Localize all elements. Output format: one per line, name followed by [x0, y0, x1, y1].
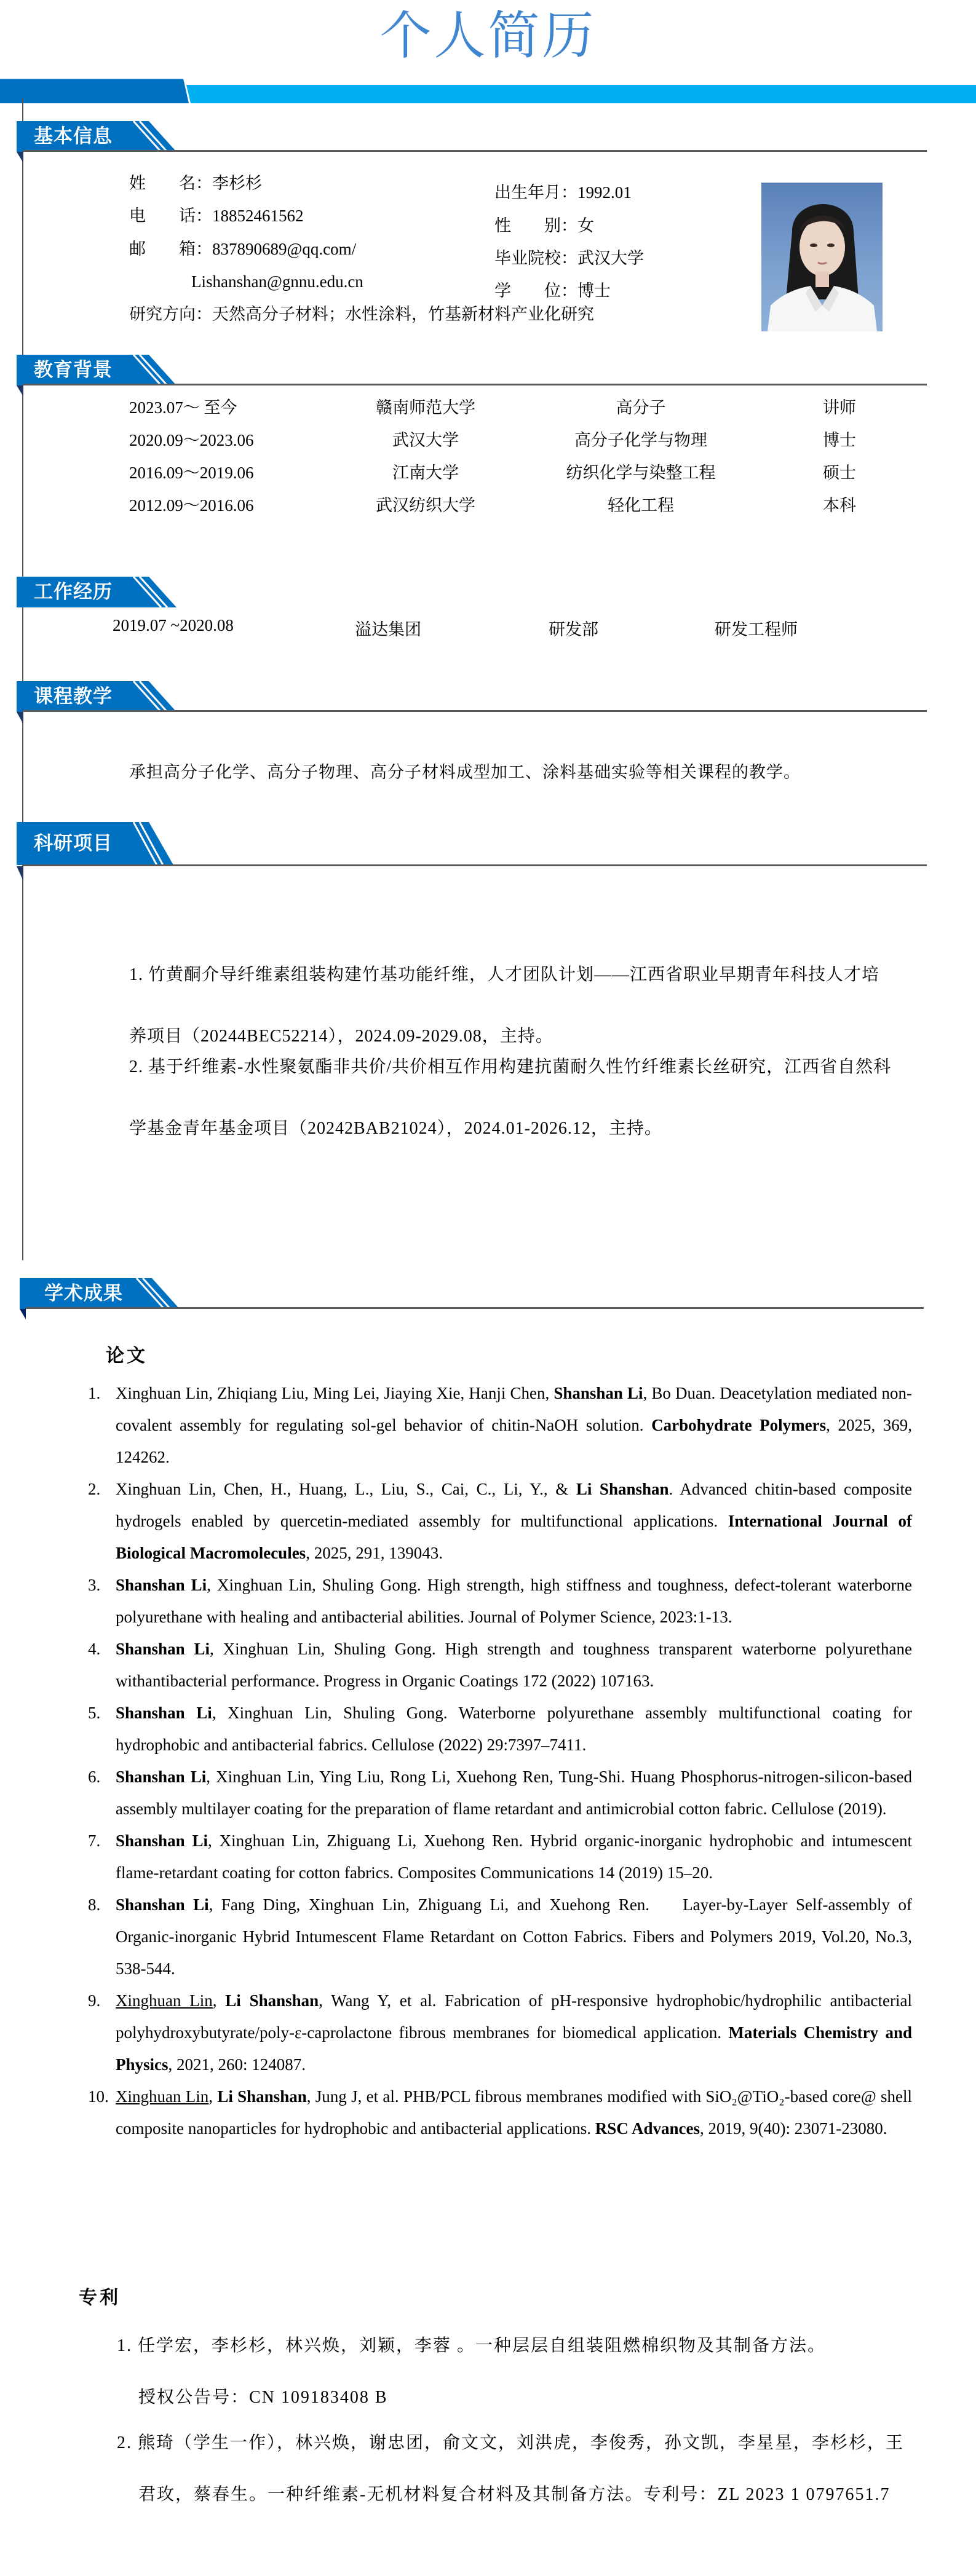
paper-number: 8.: [88, 1895, 101, 1914]
paper-text: , Fang Ding, Xinghuan Lin, Zhiguang Li, and Xuehong Ren. Layer-by-Layer Self-assembly of Organic-inorganic Hybrid Intumescent Flame Retardant on Cotton Fabrics. Fibers and Polymers 2019, Vol.20, No.3, 538-544.: [116, 1895, 912, 1978]
education-major: 轻化工程: [608, 496, 674, 515]
paper-item: [88, 1825, 912, 1889]
section-title: 基本信息: [34, 125, 113, 148]
education-title: 本科: [823, 496, 856, 515]
paper-number: 6.: [88, 1768, 101, 1786]
paper-journal: Materials Chemistry and Physics: [116, 2023, 912, 2074]
paper-author-highlight: Li Shanshan: [576, 1480, 669, 1498]
patent-line: 2. 熊琦（学生一作），林兴焕，谢忠团，俞文文，刘洪虎，李俊秀，孙文凯，李星星，李杉杉，王君玫，蔡春生。一种纤维素-无机材料复合材料及其制备方法。专利号：ZL 2023 1 0797651.7: [117, 2433, 905, 2504]
name-row: 姓 名：李杉杉: [129, 174, 262, 192]
patents-heading: 专利: [79, 2288, 121, 2308]
paper-author-highlight: Li Shanshan: [217, 2087, 307, 2106]
paper-coauthor-underlined: Xinghuan Lin: [116, 1991, 213, 2010]
paper-author-highlight: Shanshan Li: [553, 1384, 643, 1402]
education-row: [0, 459, 976, 484]
education-row: [0, 492, 976, 516]
fold-corner: [17, 152, 23, 163]
school-row: 毕业院校：武汉大学: [494, 249, 644, 267]
paper-text: , Xinghuan Lin, Zhiguang Li, Xuehong Ren. Hybrid organic-inorganic hydrophobic and intumescent flame-retardant coating for cotton fabrics. Composites Communications 14 (2019) 15–20.: [116, 1831, 912, 1882]
paper-citation: , 2019, 9(40): 23071-23080.: [700, 2119, 887, 2138]
education-row: [0, 427, 976, 451]
section-header-academic: [20, 1278, 924, 1309]
research-value: 天然高分子材料；水性涂料，竹基新材料产业化研究: [212, 305, 594, 323]
fold-corner: [20, 1309, 26, 1319]
degree-row: 学 位：博士: [494, 282, 611, 300]
section-title: 教育背景: [34, 359, 113, 381]
paper-text: , Wang Y, et al. Fabrication of pH-responsive hydrophobic/hydrophilic antibacterial polyhydroxybutyrate/poly-ε-caprolactone fibrous membranes for biomedical application.: [116, 1991, 912, 2042]
paper-text: , Xinghuan Lin, Ying Liu, Rong Li, Xuehong Ren, Tung-Shi. Huang Phosphorus-nitrogen-silicon-based assembly multilayer coating for the preparation of flame retardant and antimicrobial cotton fabric. Cellulose (2019).: [116, 1768, 912, 1818]
paper-number: 5.: [88, 1704, 101, 1722]
birth-value: 1992.01: [577, 183, 632, 202]
name-value: 李杉杉: [212, 174, 262, 192]
education-school: 赣南师范大学: [376, 398, 475, 417]
education-major: 纺织化学与染整工程: [566, 464, 716, 482]
paper-item: [88, 2080, 912, 2144]
education-major: 高分子: [616, 398, 666, 417]
project-item: 1. 竹黄酮介导纤维素组装构建竹基功能纤维，人才团队计划——江西省职业早期青年科技人才培养项目（20244BEC52214），2024.09-2029.08，主持。: [129, 965, 880, 1046]
paper-text: , Jung J, et al. PHB/PCL fibrous membranes modified with SiO₂@TiO₂-based core@ shell composite nanoparticles for hydrophobic and antibacterial applications.: [116, 2087, 912, 2138]
education-row: [0, 394, 976, 419]
paper-number: 4.: [88, 1640, 101, 1658]
paper-author-highlight: Shanshan Li: [116, 1831, 208, 1850]
paper-author-highlight: Shanshan Li: [116, 1640, 210, 1658]
paper-number: 7.: [88, 1831, 101, 1850]
education-period: 2016.09～2019.06: [129, 464, 254, 482]
banner-dark-band: [0, 79, 189, 103]
paper-author-highlight: Shanshan Li: [116, 1768, 207, 1786]
school-value: 武汉大学: [577, 249, 644, 267]
paper-text: , Xinghuan Lin, Shuling Gong. High strength, high stiffness and toughness, defect-tolerant waterborne polyurethane with healing and antibacterial abilities. Journal of Polymer Science, 2023:1-13.: [116, 1576, 912, 1626]
patent-item: [117, 2417, 919, 2521]
paper-authors: ,: [208, 2087, 218, 2106]
gender-row: 性 别：女: [494, 216, 594, 235]
paper-number: 10.: [88, 2087, 109, 2106]
patent-line: 授权公告号：CN 109183408 B: [138, 2388, 388, 2407]
education-period: 2012.09～2016.06: [129, 496, 254, 515]
paper-text: . Advanced chitin-based composite hydrogels enabled by quercetin-mediated assembly for multifunctional applications.: [116, 1480, 912, 1530]
papers-list: [88, 1377, 912, 2144]
section-header-teaching: [17, 681, 927, 712]
education-period: 2023.07～ 至今: [129, 398, 237, 417]
paper-author-highlight: Shanshan Li: [116, 1704, 212, 1722]
paper-number: 2.: [88, 1480, 101, 1498]
page-title: 个人简历: [379, 6, 597, 66]
paper-text: , Bo Duan. Deacetylation mediated non-covalent assembly for regulating sol-gel behavior of chitin-NaOH solution.: [116, 1384, 912, 1434]
section-header-research: [17, 822, 927, 853]
paper-text: , Xinghuan Lin, Shuling Gong. High strength and toughness transparent waterborne polyurethane withantibacterial performance. Progress in Organic Coatings 172 (2022) 107163.: [116, 1640, 912, 1690]
project-item: 2. 基于纤维素-水性聚氨酯非共价/共价相互作用构建抗菌耐久性竹纤维素长丝研究，江西省自然科学基金青年基金项目（20242BAB21024），2024.01-2026.12，主持。: [129, 1057, 892, 1138]
paper-item: [88, 1633, 912, 1697]
education-school: 江南大学: [392, 464, 459, 482]
email-value-1: 837890689@qq.com/: [212, 240, 357, 258]
email-value-2: Lishanshan@gnnu.edu.cn: [191, 272, 363, 291]
papers-heading: 论文: [106, 1346, 148, 1366]
section-header-work: [17, 577, 201, 607]
work-role: 研发工程师: [715, 620, 798, 639]
section-header-basic: [17, 121, 927, 152]
education-title: 讲师: [823, 398, 856, 417]
paper-journal: Carbohydrate Polymers: [651, 1416, 827, 1434]
paper-item: [88, 1473, 912, 1569]
birth-row: 出生年月：1992.01: [494, 183, 632, 202]
paper-citation: , 2025, 291, 139043.: [306, 1544, 443, 1562]
degree-value: 博士: [577, 282, 611, 300]
paper-citation: , 2021, 260: 124087.: [168, 2055, 306, 2074]
paper-journal: RSC Advances: [595, 2119, 700, 2138]
paper-item: [88, 1889, 912, 1985]
work-company: 溢达集团: [355, 620, 421, 639]
paper-item: [88, 1377, 912, 1473]
section-header-education: [17, 355, 927, 385]
education-school: 武汉纺织大学: [376, 496, 475, 515]
work-row: [0, 616, 976, 641]
banner-light-band: [186, 85, 976, 103]
paper-number: 9.: [88, 1991, 101, 2010]
paper-journal: International Journal of Biological Macromolecules: [116, 1512, 912, 1562]
paper-item: [88, 1569, 912, 1633]
work-period: 2019.07 ~2020.08: [113, 616, 234, 634]
research-row: 研究方向：天然高分子材料；水性涂料，竹基新材料产业化研究: [129, 305, 594, 323]
fold-corner: [17, 866, 23, 881]
education-school: 武汉大学: [392, 431, 459, 449]
education-period: 2020.09～2023.06: [129, 431, 254, 449]
email-row: 邮 箱：837890689@qq.com/: [129, 240, 357, 258]
top-banner: [0, 79, 976, 105]
work-dept: 研发部: [549, 620, 598, 639]
paper-authors: Xinghuan Lin, Chen, H., Huang, L., Liu, S., Cai, C., Li, Y., &: [116, 1480, 576, 1498]
paper-coauthor-underlined: Xinghuan Lin: [116, 2087, 209, 2106]
paper-author-highlight: Li Shanshan: [225, 1991, 319, 2010]
education-title: 硕士: [823, 464, 856, 482]
education-major: 高分子化学与物理: [574, 431, 707, 449]
section-title: 学术成果: [44, 1282, 123, 1305]
phone-value: 18852461562: [212, 207, 304, 225]
phone-row: 电 话：18852461562: [129, 207, 304, 225]
profile-photo: [761, 183, 883, 331]
patent-item: [117, 2320, 919, 2424]
teaching-text: 承担高分子化学、高分子物理、高分子材料成型加工、涂料基础实验等相关课程的教学。: [129, 763, 801, 781]
paper-number: 3.: [88, 1576, 101, 1594]
paper-item: [88, 1985, 912, 2080]
paper-citation: , 2025, 369, 124262.: [116, 1416, 912, 1466]
patent-line: 1. 任学宏，李杉杉，林兴焕，刘颖，李蓉 。一种层层自组装阻燃棉织物及其制备方法。: [117, 2336, 827, 2355]
section-title: 工作经历: [34, 581, 113, 603]
timeline-line: [22, 98, 23, 1260]
paper-text: , Xinghuan Lin, Shuling Gong. Waterborne polyurethane assembly multifunctional coating for hydrophobic and antibacterial fabrics. Cellulose (2022) 29:7397–7411.: [116, 1704, 912, 1754]
section-title: 科研项目: [34, 832, 113, 855]
fold-corner: [17, 712, 23, 724]
paper-authors: Xinghuan Lin, Zhiqiang Liu, Ming Lei, Jiaying Xie, Hanji Chen,: [116, 1384, 554, 1402]
gender-value: 女: [577, 216, 594, 235]
paper-author-highlight: Shanshan Li: [116, 1576, 207, 1594]
paper-item: [88, 1697, 912, 1761]
section-title: 课程教学: [34, 685, 113, 708]
paper-item: [88, 1761, 912, 1825]
paper-number: 1.: [88, 1384, 101, 1402]
education-title: 博士: [823, 431, 856, 449]
paper-authors: ,: [212, 1991, 226, 2010]
paper-author-highlight: Shanshan Li: [116, 1895, 209, 1914]
